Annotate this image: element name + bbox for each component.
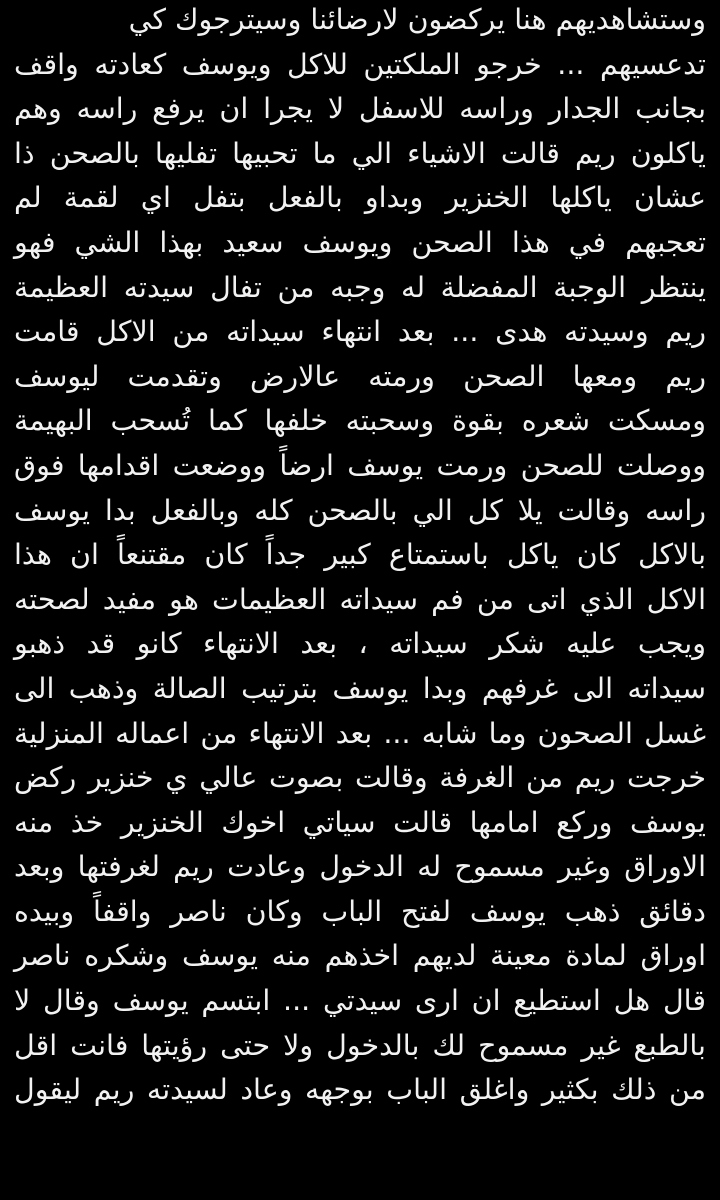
text-line: دقائق ذهب يوسف لفتح الباب وكان ناصر واقفاً وبيده xyxy=(14,894,706,928)
text-line: بالطبع غير مسموح لك بالدخول ولا حتى رؤيتها فانت اقل xyxy=(14,1028,706,1062)
text-line: من ذلك بكثير واغلق الباب بوجهه وعاد لسيدته ريم ليقول xyxy=(14,1073,706,1107)
text-line: اوراق لمادة معينة لديهم اخذهم منه يوسف وشكره ناصر xyxy=(14,939,706,973)
text-line: بالاكل كان ياكل باستمتاع كبير جداً كان مقتنعاً ان هذا xyxy=(14,538,706,572)
text-line: بجانب الجدار وراسه للاسفل لا يجرا ان يرفع راسه وهم xyxy=(14,92,706,126)
text-line: عشان ياكلها الخنزير وبداو بالفعل بتفل اي لقمة لم xyxy=(14,181,706,215)
text-line: ينتظر الوجبة المفضلة له وجبه من تفال سيدته العظيمة xyxy=(14,270,706,304)
text-line: وستشاهديهم هنا يركضون لارضائنا وسيترجوك كي xyxy=(128,3,706,36)
text-line: ياكلون ريم قالت الاشياء الي ما تحبيها تفليها بالصحن ذا xyxy=(14,136,706,170)
text-line: غسل الصحون وما شابه ... بعد الانتهاء من اعماله المنزلية xyxy=(14,716,706,750)
text-line: خرجت ريم من الغرفة وقالت بصوت عالي ي خنزير ركض xyxy=(14,761,706,795)
text-line: الاوراق وغير مسموح له الدخول وعادت ريم لغرفتها وبعد xyxy=(14,850,706,884)
text-line: سيداته الى غرفهم وبدا يوسف بترتيب الصالة وذهب الى xyxy=(14,671,706,705)
text-line: يوسف وركع امامها قالت سياتي اخوك الخنزير خذ منه xyxy=(14,805,706,839)
text-line: ريم وسيدته هدى ... بعد انتهاء سيداته من الاكل قامت xyxy=(14,315,706,349)
text-line: ويجب عليه شكر سيداته ، بعد الانتهاء كانو قد ذهبو xyxy=(14,627,706,661)
text-line: ووصلت للصحن ورمت يوسف ارضاً ووضعت اقدامها فوق xyxy=(14,448,706,482)
text-line: ومسكت شعره بقوة وسحبته خلفها كما تُسحب البهيمة xyxy=(14,404,706,438)
text-line: الاكل الذي اتى من فم سيداته العظيمات هو مفيد لصحته xyxy=(14,582,706,616)
text-line: تدعسيهم ... خرجو الملكتين للاكل ويوسف كعادته واقف xyxy=(14,47,706,81)
text-line: تعجبهم في هذا الصحن ويوسف سعيد بهذا الشي فهو xyxy=(14,225,706,259)
text-line: راسه وقالت يلا كل الي بالصحن كله وبالفعل بدا يوسف xyxy=(14,493,706,527)
text-line: قال هل استطيع ان ارى سيدتي ... ابتسم يوسف وقال لا xyxy=(14,984,706,1018)
text-line: ريم ومعها الصحن ورمته عالارض وتقدمت ليوسف xyxy=(14,359,706,393)
